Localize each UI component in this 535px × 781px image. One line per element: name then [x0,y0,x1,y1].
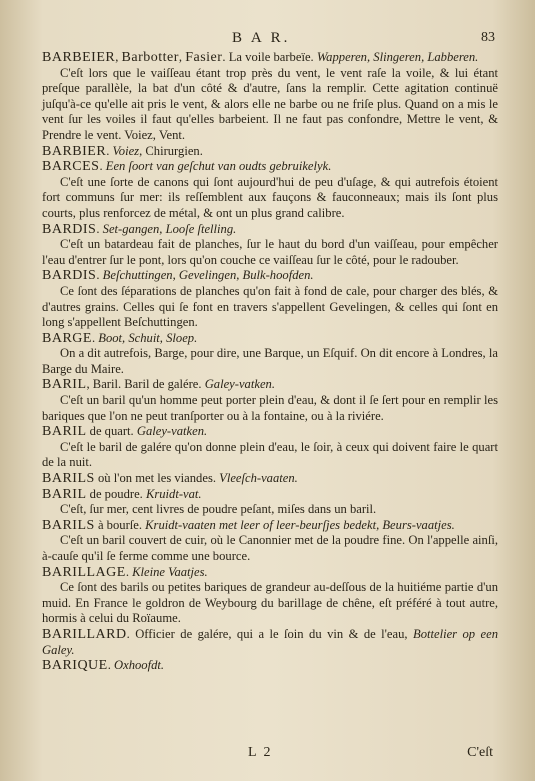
page-footer [0,745,535,765]
dutch-gloss: Set-gangen, Looſe ſtelling. [102,221,237,236]
headword: BARGE [42,330,92,346]
signature-mark: L 2 [248,745,273,760]
headword: BARILS [42,517,95,533]
dutch-gloss: Galey-vatken. [204,377,275,392]
dutch-gloss: Galey-vatken. [136,424,208,439]
entry-definition: C'eſt le baril de galére qu'on donne plein d'eau, le ſoir, à ceux qui doivent faire le quart de la nuit. [42,439,498,470]
entry-text: . Officier de galére, qui a le ſoin du vin & de l'eau, [126,626,413,641]
entry-text: . [107,658,115,673]
entry-text: de poudre. [86,486,146,501]
dutch-gloss: Oxhoofdt. [114,658,165,673]
entry-heading [42,159,498,175]
dutch-gloss: Vleeſch-vaaten. [219,471,298,486]
entry-heading [42,627,498,658]
dutch-gloss: Wapperen, Slingeren, Labberen. [316,50,479,64]
entry-definition: C'eſt un baril qu'un homme peut porter plein d'eau, & dont il ſe ſert pour en remplir les bariques que l'on ne peut tranſporter ou à la fontaine, ou à la riviére. [42,393,498,423]
entry-text: à bourſe. [94,517,146,532]
catchword: C'eſt [467,745,493,760]
entry-heading [42,144,498,160]
entry-text: . [96,268,103,283]
dutch-gloss: Voiez [112,143,140,158]
entry-text: , Chirurgien. [139,143,203,158]
headword: BARBEIER [42,50,116,65]
entry-heading [42,518,498,534]
running-head: B A R. [232,30,291,46]
entry-definition: Ce ſont des ſéparations de planches qu'on fait à fond de cale, pour charger des blés, & d'autres grains. Celles qui ſe font en travers s'appellent Gevelingen, & celles qui ſont en long s'appellent Beſchuttingen. [42,283,498,330]
entry-heading [42,424,498,440]
headword: BARDIS [42,268,97,284]
headword: BARIL [42,377,87,393]
entry-heading [42,565,498,581]
headword: BARIL [42,486,87,502]
entry-heading [42,331,498,347]
entry-heading [42,471,498,487]
entry-text: . [96,221,103,236]
entry-heading [42,658,498,674]
entry-text: . [106,143,113,158]
entry-definition: C'eſt, ſur mer, cent livres de poudre peſant, miſes dans un baril. [60,502,377,517]
entry-heading [42,222,498,238]
entry-text: . [125,564,133,579]
entry-definition: C'eſt un baril couvert de cuir, où le Canonnier met de la poudre fine. On l'appelle ainſi, à-cauſe qu'il ſe ferme comme une bource. [42,533,498,563]
entry-text: , [178,50,186,64]
headword: BARDIS [42,221,97,237]
headword: Barbotter [121,50,179,65]
headword: BARIL [42,424,87,440]
entry-heading [42,268,498,284]
headword: BARIQUE [42,658,108,674]
dutch-gloss: Boot, Schuit, Sloep. [98,330,198,345]
page-number: 83 [481,30,495,45]
headword: BARBIER [42,143,107,159]
headword: BARILLARD [42,626,127,642]
entry-text: . La voile barbeïe. [222,50,317,64]
entry-text: . [91,330,99,345]
entry-heading [42,50,498,66]
headword: BARILLAGE [42,564,126,580]
page-header [0,30,535,50]
headword: Fasier [185,50,223,65]
headword: BARCES [42,159,100,175]
entry-text: où l'on met les viandes. [94,471,220,486]
dutch-gloss: Beſchuttingen, Gevelingen, Bulk-hoofden. [102,268,314,283]
entry-definition: C'eſt lors que le vaiſſeau étant trop près du vent, le vent raſe la voile, & lui étant preſque parallèle, la bat d'un côté & d'autre, ſans la remplir. Cette agitation continuë juſqu'à-ce qu'elle ait pris le vent, & alors elle ne barbe ou ne friſe plus. Quand on a mis le vent ſur les voiles il faut qu'elles barbeient. Il ne faut pas confondre, Mettre le vent, & Prendre le vent. Voiez, Vent. [42,65,498,142]
entry-heading [42,377,498,393]
entry-text: de quart. [86,424,137,439]
dutch-gloss: Kruidt-vat. [145,486,202,501]
entry-definition: Ce ſont des barils ou petites bariques de grandeur au-deſſous de la huitiéme partie d'un muid. En France le goldron de Weybourg du barillage de chêne, eſt préféré à tout autre, hormis à celui du Roïaume. [42,580,498,626]
dutch-gloss: Een ſoort van geſchut van oudts gebruikelyk. [105,159,332,174]
entry-definition: C'eſt un batardeau fait de planches, ſur le haut du bord d'un vaiſſeau, pour empêcher l'eau d'entrer ſur le pont, lors qu'on couche ce vaiſſeau ſur le côté, pour le radouber. [42,237,498,267]
entry-text: , [115,50,122,64]
dutch-gloss: Bottelier op een Galey. [42,626,499,657]
headword: BARILS [42,471,95,487]
dictionary-body [42,50,498,674]
entry-definition: On a dit autrefois, Barge, pour dire, une Barque, un Eſquif. On dit encore à Londres, la Barge du Maire. [42,346,498,376]
entry-text: , Baril. Baril de galére. [86,377,205,392]
dutch-gloss: Kleine Vaatjes. [132,564,208,579]
entry-text: . [99,159,106,174]
dutch-gloss: Kruidt-vaaten met leer of leer-beurſjes bedekt, Beurs-vaatjes. [145,517,455,532]
entry-heading [42,487,498,503]
entry-definition: C'eſt une ſorte de canons qui ſont aujourd'hui de peu d'uſage, & qui autrefois étoient fort communs ſur mer: ils reſſemblent aux fauçons & fauconneaux; mais ils ſont plus courts, plus renforcez de métal, & ont un plus grand calibre. [42,174,498,220]
